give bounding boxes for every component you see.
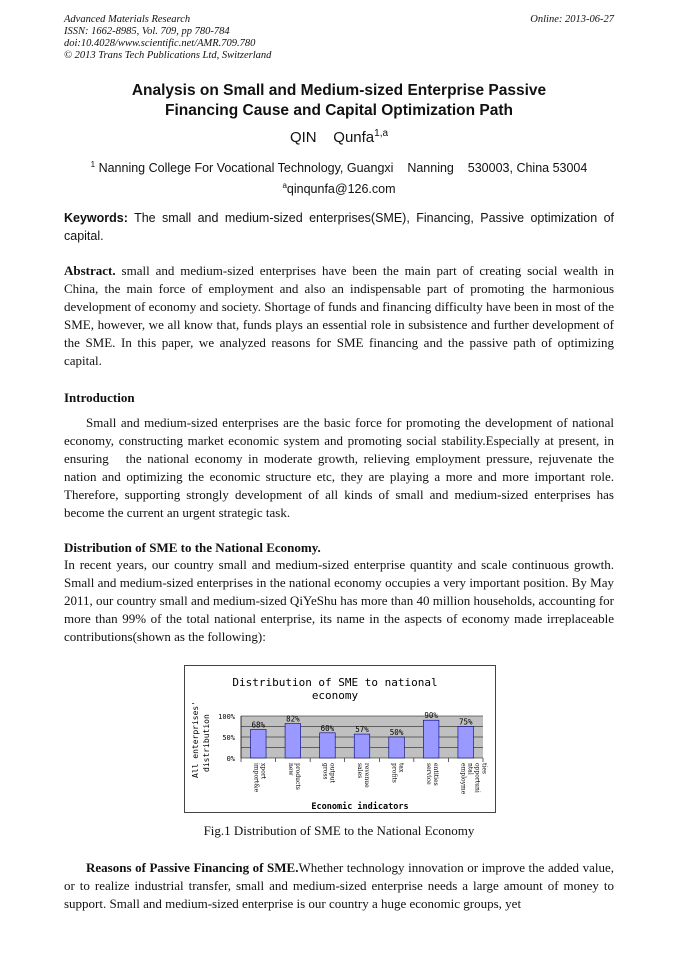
- y-tick-label: 0%: [226, 755, 235, 763]
- data-label: 82%: [286, 714, 300, 724]
- y-axis-label-2: distribution: [202, 714, 211, 772]
- data-label: 90%: [424, 711, 438, 721]
- data-label: 68%: [251, 720, 266, 730]
- bar: [389, 737, 405, 758]
- category-label: ties: [480, 763, 488, 774]
- category-label: new: [286, 763, 294, 776]
- abstract-text: small and medium-sized enterprises have been the main part of creating social wealth in China, the main force of employment and also an indispensable part of promoting the harmonious development of economy and society. Shortage of funds and financing difficulty have been in most of the SME, however, we all know that, funds plays an essential role in subsistence and further development of the SME. In this paper, we analyzed reasons for SME financing and the passive path of optimizing capital.: [64, 263, 614, 368]
- email-sup: a: [282, 181, 287, 191]
- affiliation: Nanning College For Vocational Technology, Guangxi Nanning 530003, China 53004: [95, 161, 588, 176]
- x-axis-label: Economic indicators: [311, 802, 409, 812]
- data-label: 57%: [355, 725, 369, 735]
- title-line-1: Analysis on Small and Medium-sized Enterprise Passive: [131, 82, 547, 99]
- bar: [423, 720, 439, 758]
- data-label: 60%: [320, 723, 335, 733]
- keywords-label: Keywords:: [64, 211, 128, 225]
- title-line-2: Financing Cause and Capital Optimization Path: [165, 102, 513, 119]
- reasons-label: Reasons of Passive Financing of SME.: [86, 860, 299, 875]
- chart-title-line-1: Distribution of SME to national: [232, 676, 438, 689]
- author-name: QIN Qunfa: [289, 129, 375, 146]
- email: qinqunfa@126.com: [286, 182, 396, 197]
- chart-title-line-2: economy: [311, 689, 359, 702]
- abstract-label: Abstract.: [64, 263, 116, 278]
- y-tick-label: 100%: [218, 713, 235, 721]
- affiliation-block: [64, 156, 614, 198]
- category-label: revenue: [363, 763, 370, 788]
- category-label: sales: [356, 763, 363, 779]
- bar: [458, 727, 474, 759]
- category-label: opportuni: [473, 763, 481, 793]
- figure-caption: Fig.1 Distribution of SME to the National Economy: [203, 823, 475, 838]
- affil-sup: 1: [90, 160, 96, 169]
- category-label: products: [293, 763, 301, 790]
- category-label: service: [425, 763, 433, 785]
- journal-name: Advanced Materials Research: [64, 14, 191, 25]
- category-label: entities: [432, 763, 440, 786]
- data-label: 50%: [389, 728, 404, 737]
- y-axis-label-1: All enterprises': [191, 700, 200, 778]
- figure-1: [184, 665, 496, 813]
- bar: [354, 734, 370, 758]
- intro-paragraph: Small and medium-sized enterprises are the basic force for promoting the development of national economy, constructing market economic system and promoting social stability.Especially at present, in ensuring the national economy in moderate growth, relieving employment pressure, rejuvenate the nation and optimizing the economic structure etc, they are playing a more and more important role. Therefore, supporting strongly development of all kinds of small and medium-sized enterprises has become the current an urgent strategic task.: [64, 415, 618, 520]
- distribution-paragraph: In recent years, our country small and medium-sized enterprise quantity and scale continuous growth. Small and medium-sized enterprises in the national economy occupies a very important position. By May 2011, our country small and medium-sized QiYeShu has more than 40 million households, accounting for more than 99% of the total national enterprise, its name in the aspects of economy made irreplaceable contributions(shown as the following):: [64, 557, 614, 644]
- data-label: 75%: [458, 717, 473, 727]
- copyright-line: © 2013 Trans Tech Publications Ltd, Switzerland: [64, 50, 272, 61]
- category-label: output: [328, 763, 336, 784]
- paper-title: [64, 81, 614, 121]
- bar: [320, 733, 336, 758]
- category-label: profits: [390, 763, 398, 783]
- sme-distribution-chart: [185, 666, 495, 812]
- y-tick-label: 50%: [222, 734, 235, 742]
- category-label: ntal: [466, 763, 474, 775]
- bar: [251, 729, 267, 758]
- category-label: employme: [459, 763, 467, 795]
- journal-header: [64, 14, 271, 62]
- category-label: tax: [397, 763, 405, 773]
- bar: [285, 724, 301, 758]
- abstract-paragraph: [64, 262, 614, 370]
- author-sup: 1,a: [374, 128, 389, 139]
- keywords-text: The small and medium-sized enterprises(SME), Financing, Passive optimization of capital.: [64, 211, 614, 243]
- reasons-text: Whether technology innovation or improve the added value, or to realize industrial transfer, small and medium-sized enterprise needs a large amount of money to support. Small and medium-sized enterprise is our country a huge economic groups, yet: [64, 860, 614, 911]
- author-line: [64, 128, 614, 146]
- category-label: gross: [321, 763, 329, 780]
- doi-line: doi:10.4028/www.scientific.net/AMR.709.780: [64, 38, 256, 49]
- category-label: xport: [259, 763, 267, 780]
- distribution-heading: Distribution of SME to the National Economy.: [64, 540, 321, 555]
- reasons-paragraph: [64, 859, 614, 913]
- issn-line: ISSN: 1662-8985, Vol. 709, pp 780-784: [64, 26, 230, 37]
- intro-heading: Introduction: [64, 390, 135, 405]
- keywords-paragraph: [64, 209, 614, 245]
- category-label: import&e: [252, 763, 260, 793]
- online-date: Online: 2013-06-27: [530, 14, 614, 25]
